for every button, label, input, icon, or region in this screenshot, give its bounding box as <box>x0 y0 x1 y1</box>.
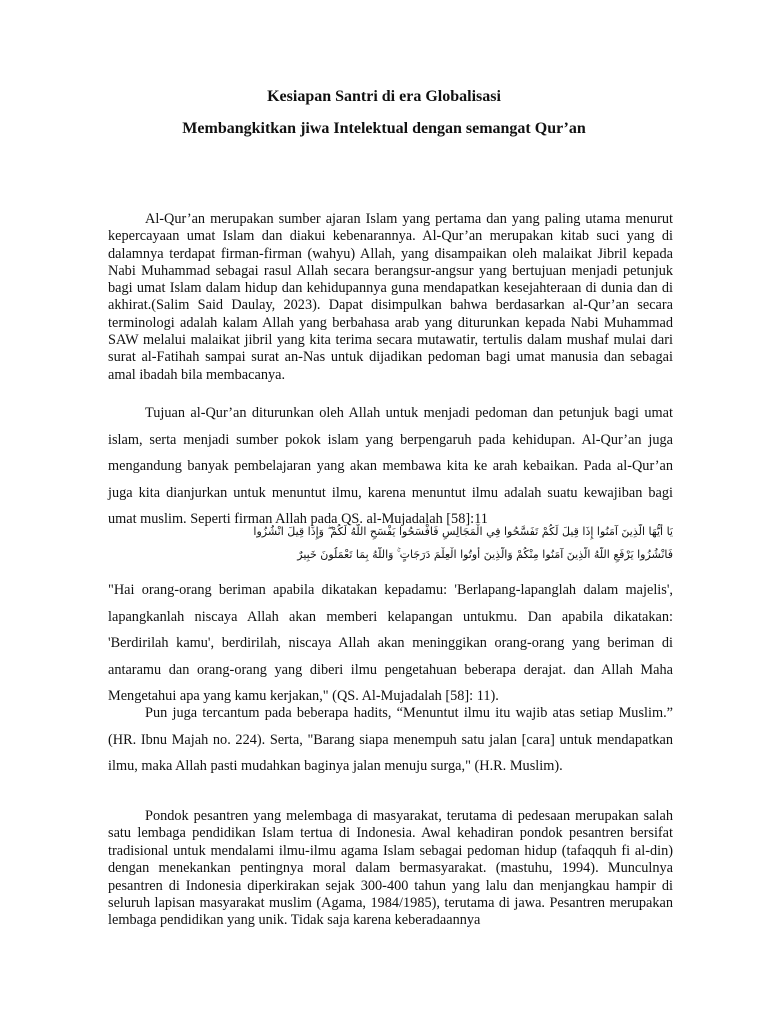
paragraph-pesantren: Pondok pesantren yang melembaga di masyarakat, terutama di pedesaan merupakan salah satu lembaga pendidikan Islam tertua di Indonesia. Awal kehadiran pondok pesantren bersifat tradisional untuk mendalami ilmu-ilmu agama Islam sebagai pedoman hidup (tafaqquh fi al-din) dengan menekankan pentingnya moral dalam bermasyarakat. (mastuhu, 1994). Munculnya pesantren di Indonesia diperkirakan sejak 300-400 tahun yang lalu dan menjangkau hampir di seluruh lapisan masyarakat muslim (Agama, 1984/1985), terutama di jawa. Pesantren merupakan lembaga pendidikan yang unik. Tidak saja karena keberadaannya <box>108 808 673 929</box>
arabic-verse-line-1: يَا أَيُّهَا الَّذِينَ آمَنُوا إِذَا قِيلَ لَكُمْ تَفَسَّحُوا فِي الْمَجَالِسِ فَافْسَحُوا يَفْسَحِ اللَّهُ لَكُمْ ۖ وَإِذَا قِيلَ انْشُزُوا <box>253 525 673 538</box>
paragraph-quran-definition: Al-Qur’an merupakan sumber ajaran Islam yang pertama dan yang paling utama menurut kepercayaan umat Islam dan diakui kebenarannya. Al-Qur’an merupakan kitab suci yang di dalamnya terdapat firman-firman (wahyu) Allah, yang disampaikan oleh malaikat Jibril kepada Nabi Muhammad sebagai rasul Allah secara berangsur-angsur yang bertujuan menjadi petunjuk bagi umat Islam dalam hidup dan kehidupannya guna mendapatkan kesejahteraan di dunia dan di akhirat.(Salim Said Daulay, 2023). Dapat disimpulkan bahwa berdasarkan al-Qur’an secara terminologi adalah kalam Allah yang berbahasa arab yang diturunkan kepada Nabi Muhammad SAW melalui malaikat jibril yang kita terima secara mutawatir, tertulis dalam mushaf mulai dari surat al-Fatihah sampai surat an-Nas untuk dijadikan pedoman bagi umat manusia dan sebagai amal ibadah bila membacanya. <box>108 211 673 383</box>
document-title: Kesiapan Santri di era Globalisasi <box>267 88 501 105</box>
paragraph-quran-purpose: Tujuan al-Qur’an diturunkan oleh Allah untuk menjadi pedoman dan petunjuk bagi umat islam, serta menjadi sumber pokok islam yang berpengaruh pada kehidupan. Al-Qur’an juga mengandung banyak pembelajaran yang akan membawa kita ke arah kebaikan. Pada al-Qur’an juga kita dianjurkan untuk menuntut ilmu, karena menuntut ilmu adalah suatu kewajiban bagi umat muslim. Seperti firman Allah pada QS. al-Mujadalah [58]:11 <box>108 405 673 527</box>
document-subtitle: Membangkitkan jiwa Intelektual dengan semangat Qur’an <box>182 120 586 137</box>
arabic-verse-line-2: فَانْشُزُوا يَرْفَعِ اللَّهُ الَّذِينَ آمَنُوا مِنْكُمْ وَالَّذِينَ أُوتُوا الْعِلْمَ دَرَجَاتٍ ۚ وَاللَّهُ بِمَا تَعْمَلُونَ خَبِيرٌ <box>297 548 673 561</box>
verse-translation: "Hai orang-orang beriman apabila dikatakan kepadamu: 'Berlapang-lapanglah dalam majelis', lapangkanlah niscaya Allah akan memberi kelapangan untukmu. Dan apabila dikatakan: 'Berdirilah kamu', berdirilah, niscaya Allah akan meninggikan orang-orang yang beriman di antaramu dan orang-orang yang diberi ilmu pengetahuan beberapa derajat. dan Allah Maha Mengetahui apa yang kamu kerjakan," (QS. Al-Mujadalah [58]: 11). <box>108 582 673 704</box>
paragraph-hadith: Pun juga tercantum pada beberapa hadits, “Menuntut ilmu itu wajib atas setiap Muslim.” (HR. Ibnu Majah no. 224). Serta, "Barang siapa menempuh satu jalan [cara] untuk mendapatkan ilmu, maka Allah pasti mudahkan baginya jalan menuju surga," (H.R. Muslim). <box>108 705 673 774</box>
